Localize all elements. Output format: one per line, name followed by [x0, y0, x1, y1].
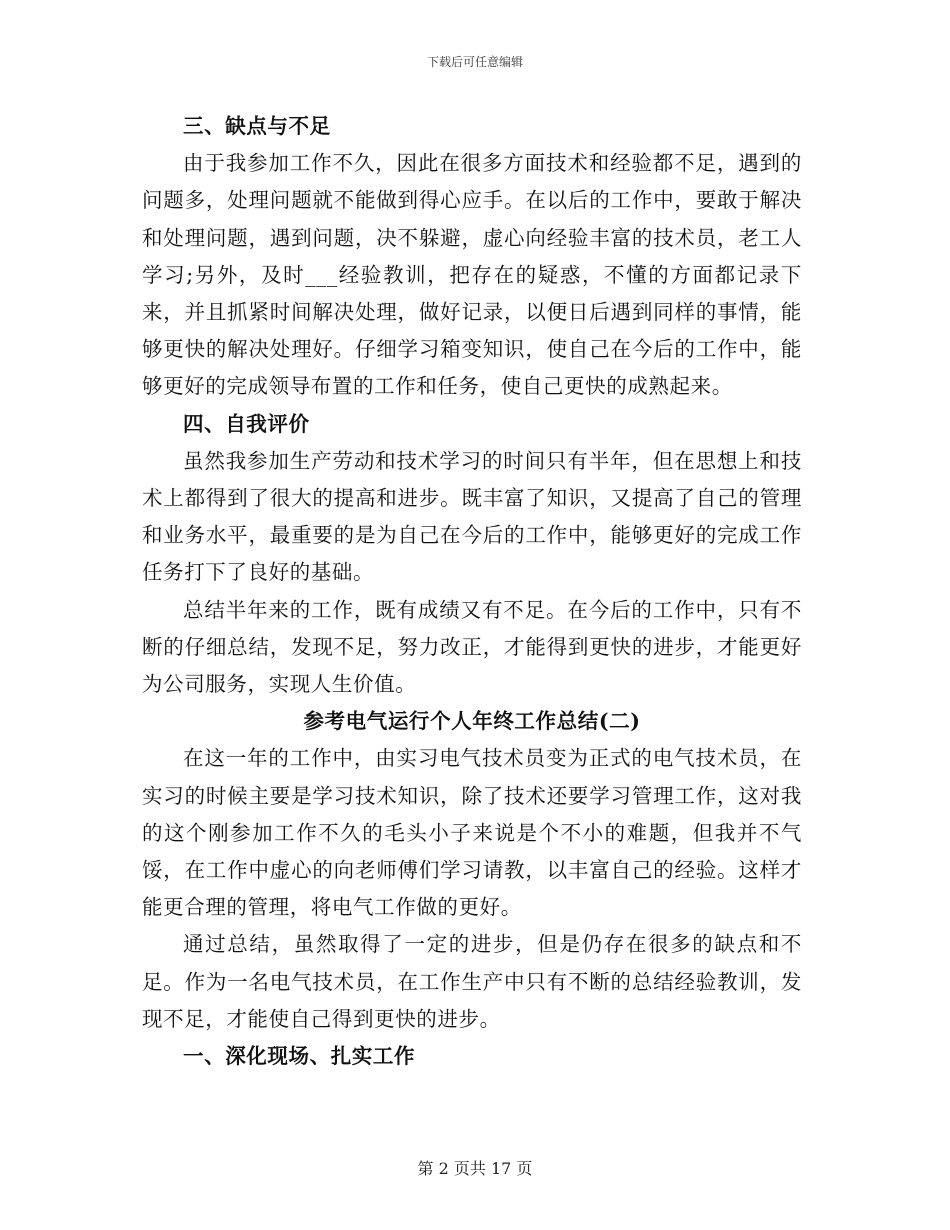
document-body [142, 108, 802, 1075]
paragraph-progress: 通过总结，虽然取得了一定的进步，但是仍存在很多的缺点和不足。作为一名电气技术员，在工作生产中只有不断的总结经验教训，发现不足，才能使自己得到更快的进步。 [142, 932, 802, 1031]
paragraph-self-evaluation: 虽然我参加生产劳动和技术学习的时间只有半年，但在思想上和技术上都得到了很大的提高和进步。既丰富了知识，又提高了自己的管理和业务水平，最重要的是为自己在今后的工作中，能够更好的完成工作任务打下了良好的基础。 [142, 448, 802, 585]
document-title-part-two: 参考电气运行个人年终工作总结(二) [303, 709, 641, 734]
paragraph-summary: 总结半年来的工作，既有成绩又有不足。在今后的工作中，只有不断的仔细总结，发现不足，努力改正，才能得到更快的进步，才能更好为公司服务，实现人生价值。 [142, 597, 802, 697]
section-heading-weaknesses: 三、缺点与不足 [183, 114, 331, 138]
page-header-note: 下载后可任意编辑 [426, 55, 523, 69]
paragraph-intro: 在这一年的工作中，由实习电气技术员变为正式的电气技术员，在实习的时候主要是学习技术知识，除了技术还要学习管理工作，这对我的这个刚参加工作不久的毛头小子来说是个不小的难题，但我并不气馁，在工作中虚心的向老师傅们学习请教，以丰富自己的经验。这样才能更合理的管理，将电气工作做的更好。 [142, 746, 802, 920]
section-heading-self-evaluation: 四、自我评价 [183, 411, 310, 436]
paragraph-weaknesses: 由于我参加工作不久，因此在很多方面技术和经验都不足，遇到的问题多，处理问题就不能做到得心应手。在以后的工作中，要敢于解决和处理问题，遇到问题，决不躲避，虚心向经验丰富的技术员，老工人学习;另外，及时___经验教训，把存在的疑惑，不懂的方面都记录下来，并且抓紧时间解决处理，做好记录，以便日后遇到同样的事情，能够更快的解决处理好。仔细学习箱变知识，使自己在今后的工作中，能够更好的完成领导布置的工作和任务，使自己更快的成熟起来。 [142, 151, 802, 399]
section-heading-deepen-field-work: 一、深化现场、扎实工作 [183, 1044, 416, 1069]
page-number-footer: 第 2 页共 17 页 [417, 1159, 533, 1178]
